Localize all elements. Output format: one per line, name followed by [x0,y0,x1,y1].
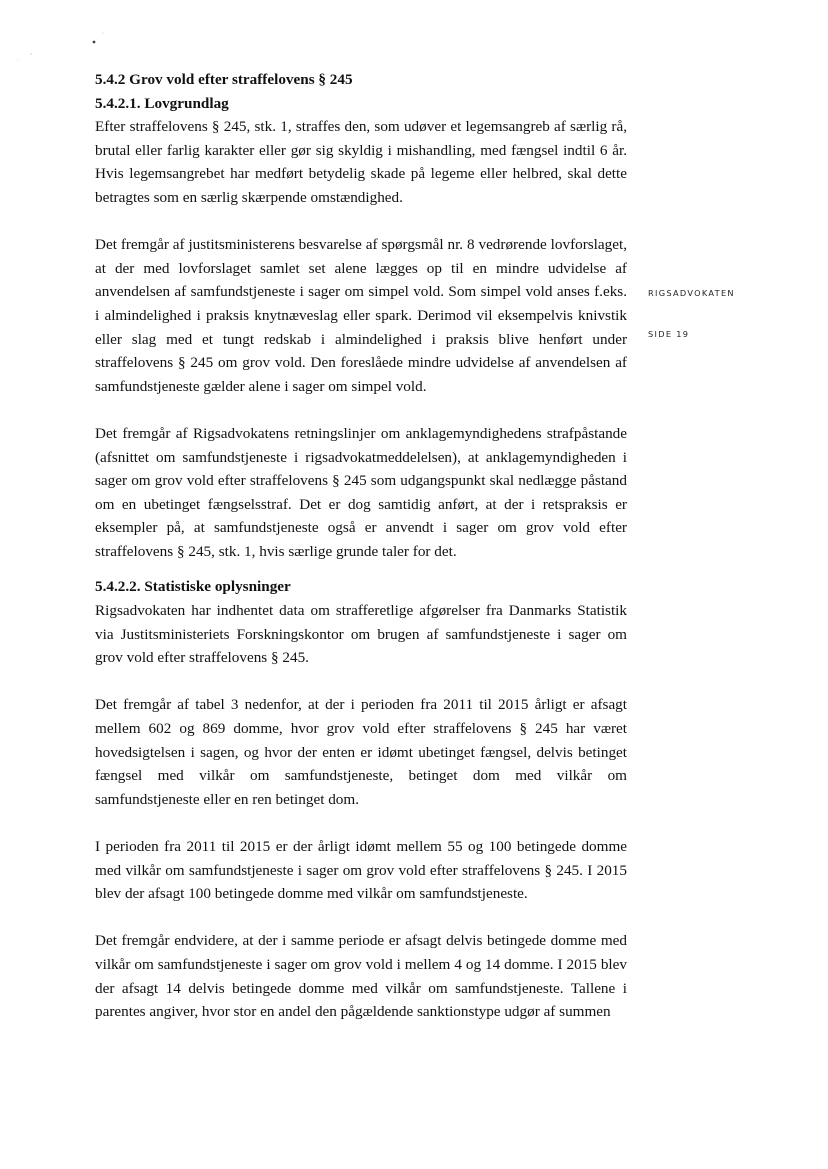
page-sidebar [648,288,768,339]
organization-name: RIGSADVOKATEN [648,288,735,298]
paragraph-minister-answer: Det fremgår af justitsministerens besvarelse af spørgsmål nr. 8 vedrørende lovforslaget, at der med lovforslaget samlet set alene lægges op til en mindre udvidelse af anvendelsen af samfundstjeneste i sager om simpel vold. Som simpel vold anses f.eks. i almindelighed i praksis knytnæveslag eller spark. Derimod vil eksempelvis knivstik eller slag med et tungt redskab i almindelighed i praksis blive henført under straffelovens § 245 om grov vold. Den foreslåede mindre udvidelse af anvendelsen af samfundstjeneste gælder alene i sager om simpel vold. [95,236,627,395]
paragraph-guidelines: Det fremgår af Rigsadvokatens retningslinjer om anklagemyndighedens strafpåstande (afsnittet om samfundstjeneste i rigsadvokatmeddelelsen), at anklagemyndigheden i sager om grov vold efter straffelovens § 245 som udgangspunkt skal nedlægge påstand om en ubetinget fængselsstraf. Det er dog samtidig anført, at der i retspraksis er eksempler på, at samfundstjeneste også er anvendt i sager om grov vold efter straffelovens § 245, stk. 1, hvis særlige grunde taler for det. [95,424,627,560]
paragraph-legal-basis: Efter straffelovens § 245, stk. 1, straffes den, som udøver et legemsangreb af særlig rå, brutal eller farlig karakter eller gør sig skyldig i mishandling, med fængsel indtil 6 år. Hvis legemsangrebet har medført betydelig skade på legeme eller helbred, skal dette betragtes som en særlig skærpende omstændighed. [95,118,627,206]
main-text-column [95,68,627,1024]
paragraph-table-summary: Det fremgår af tabel 3 nedenfor, at der i perioden fra 2011 til 2015 årligt er afsagt mellem 602 og 869 domme, hvor grov vold efter straffelovens § 245 har været hovedsigtelsen i sagen, og hvor der enten er idømt ubetinget fængsel, delvis betinget fængsel med vilkår om samfundstjeneste, betinget dom med vilkår om samfundstjeneste eller en ren betinget dom. [95,696,627,808]
section-heading-grov-vold: 5.4.2 Grov vold efter straffelovens § 245 [95,71,353,88]
subsection-heading-statistik: 5.4.2.2. Statistiske oplysninger [95,578,291,596]
page-number: SIDE 19 [648,329,690,339]
paragraph-partial-sentences: Det fremgår endvidere, at der i samme periode er afsagt delvis betingede domme med vilkår om samfundstjeneste i sager om grov vold i mellem 4 og 14 domme. I 2015 blev der afsagt 14 delvis betingede domme med vilkår om samfundstjeneste. Tallene i parentes angiver, hvor stor en andel den pågældende sanktionstype udgør af summen [95,932,627,1021]
paragraph-data-source: Rigsadvokaten har indhentet data om strafferetlige afgørelser fra Danmarks Statistik via Justitsministeriets Forskningskontor om brugen af samfundstjeneste i sager om grov vold efter straffelovens § 245. [95,602,627,667]
paragraph-conditional-sentences: I perioden fra 2011 til 2015 er der årligt idømt mellem 55 og 100 betingede domme med vilkår om samfundstjeneste i sager om grov vold efter straffelovens § 245. I 2015 blev der afsagt 100 betingede domme med vilkår om samfundstjeneste. [95,838,627,903]
scan-specks [0,0,120,70]
subsection-heading-lovgrundlag: 5.4.2.1. Lovgrundlag [95,94,229,112]
